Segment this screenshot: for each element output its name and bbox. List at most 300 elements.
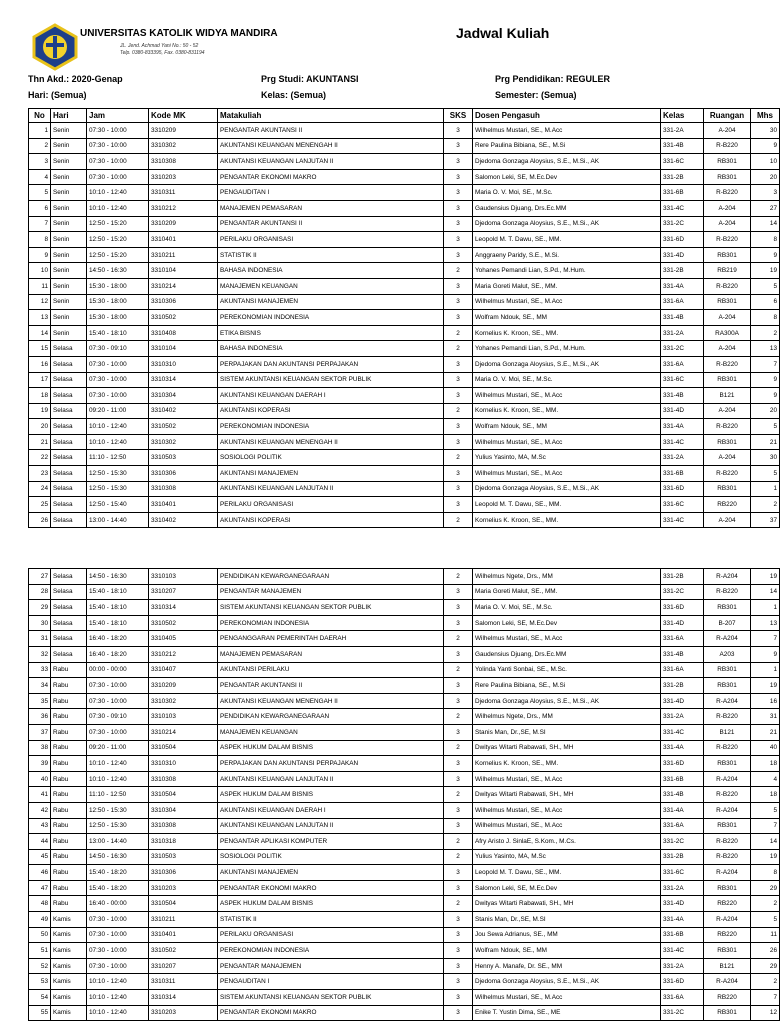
cell-no: 49: [29, 912, 51, 928]
cell-dosen: Henny A. Manafe, Dr. SE., MM: [473, 958, 661, 974]
cell-ruangan: RB301: [704, 662, 751, 678]
cell-kode-mk: 3310308: [149, 818, 218, 834]
university-address: [120, 43, 205, 57]
cell-mhs: 5: [751, 912, 780, 928]
cell-matakuliah: PENGANGGARAN PEMERINTAH DAERAH: [218, 631, 444, 647]
cell-matakuliah: PENGANTAR EKONOMI MAKRO: [218, 169, 444, 185]
cell-kode-mk: 3310402: [149, 512, 218, 528]
cell-dosen: Maria O. V. Moi, SE., M.Sc.: [473, 185, 661, 201]
table-row: [29, 600, 780, 616]
cell-ruangan: RB301: [704, 154, 751, 170]
cell-matakuliah: ASPEK HUKUM DALAM BISNIS: [218, 896, 444, 912]
table-row: [29, 896, 780, 912]
cell-dosen: Salomon Leki, SE, M.Ec.Dev: [473, 880, 661, 896]
cell-dosen: Enike T. Yustin Dima, SE., ME: [473, 1005, 661, 1021]
cell-kode-mk: 3310308: [149, 154, 218, 170]
cell-dosen: Wilhelmus Mustari, SE., M.Acc: [473, 771, 661, 787]
cell-hari: Rabu: [51, 709, 87, 725]
table-row: [29, 232, 780, 248]
cell-hari: Senin: [51, 294, 87, 310]
table-row: [29, 631, 780, 647]
cell-ruangan: R-A204: [704, 771, 751, 787]
cell-jam: 07:30 - 10:00: [87, 372, 149, 388]
cell-no: 51: [29, 943, 51, 959]
cell-dosen: Leopold M. T. Dawu, SE., MM.: [473, 497, 661, 513]
cell-kelas: 331-6D: [661, 600, 704, 616]
cell-kode-mk: 3310214: [149, 724, 218, 740]
cell-kode-mk: 3310504: [149, 787, 218, 803]
cell-ruangan: R-B220: [704, 584, 751, 600]
cell-hari: Senin: [51, 263, 87, 279]
cell-sks: 2: [444, 896, 473, 912]
schedule-table-page-1: [28, 108, 780, 528]
cell-matakuliah: PENGAUDITAN I: [218, 974, 444, 990]
column-header-jam: Jam: [87, 109, 149, 123]
cell-sks: 3: [444, 278, 473, 294]
cell-hari: Rabu: [51, 880, 87, 896]
cell-mhs: 7: [751, 631, 780, 647]
table-row: [29, 678, 780, 694]
cell-hari: Kamis: [51, 927, 87, 943]
cell-jam: 15:40 - 18:10: [87, 600, 149, 616]
table-row: [29, 497, 780, 513]
cell-hari: Kamis: [51, 990, 87, 1006]
cell-kode-mk: 3310306: [149, 865, 218, 881]
cell-matakuliah: SISTEM AKUNTANSI KEUANGAN SEKTOR PUBLIK: [218, 372, 444, 388]
cell-no: 8: [29, 232, 51, 248]
cell-no: 30: [29, 615, 51, 631]
cell-jam: 12:50 - 15:20: [87, 247, 149, 263]
table-row: [29, 216, 780, 232]
cell-dosen: Wilhelmus Mustari, SE., M.Acc: [473, 388, 661, 404]
cell-kelas: 331-4D: [661, 403, 704, 419]
cell-matakuliah: PENGANTAR AKUNTANSI II: [218, 123, 444, 139]
cell-hari: Senin: [51, 138, 87, 154]
cell-matakuliah: PEREKONOMIAN INDONESIA: [218, 310, 444, 326]
table-row: [29, 849, 780, 865]
column-header-kelas: Kelas: [661, 109, 704, 123]
cell-matakuliah: AKUNTANSI KEUANGAN DAERAH I: [218, 802, 444, 818]
cell-ruangan: R-A204: [704, 865, 751, 881]
cell-mhs: 21: [751, 724, 780, 740]
cell-mhs: 5: [751, 278, 780, 294]
cell-no: 26: [29, 512, 51, 528]
cell-ruangan: R-A204: [704, 912, 751, 928]
cell-sks: 3: [444, 169, 473, 185]
cell-no: 19: [29, 403, 51, 419]
column-header-kode-mk: Kode MK: [149, 109, 218, 123]
cell-no: 14: [29, 325, 51, 341]
cell-hari: Selasa: [51, 615, 87, 631]
cell-kelas: 331-2C: [661, 341, 704, 357]
cell-kode-mk: 3310214: [149, 278, 218, 294]
cell-hari: Selasa: [51, 434, 87, 450]
cell-kelas: 331-4B: [661, 138, 704, 154]
cell-dosen: Wolfram Ndouk, SE., MM: [473, 943, 661, 959]
cell-hari: Selasa: [51, 388, 87, 404]
cell-jam: 07:30 - 10:00: [87, 356, 149, 372]
cell-ruangan: R-B220: [704, 278, 751, 294]
cell-mhs: 18: [751, 787, 780, 803]
cell-sks: 2: [444, 569, 473, 585]
cell-ruangan: R-B220: [704, 787, 751, 803]
cell-sks: 3: [444, 646, 473, 662]
cell-kelas: 331-4D: [661, 896, 704, 912]
cell-sks: 3: [444, 600, 473, 616]
cell-kode-mk: 3310308: [149, 771, 218, 787]
cell-jam: 07:30 - 10:00: [87, 123, 149, 139]
cell-matakuliah: AKUNTANSI KEUANGAN LANJUTAN II: [218, 154, 444, 170]
cell-ruangan: RB301: [704, 294, 751, 310]
cell-mhs: 16: [751, 693, 780, 709]
cell-hari: Selasa: [51, 497, 87, 513]
class-filter: Kelas: (Semua): [261, 90, 327, 100]
cell-no: 54: [29, 990, 51, 1006]
cell-ruangan: R-B220: [704, 232, 751, 248]
table-row: [29, 356, 780, 372]
cell-kelas: 331-2A: [661, 958, 704, 974]
table-row: [29, 278, 780, 294]
table-row: [29, 341, 780, 357]
table-row: [29, 693, 780, 709]
cell-kelas: 331-2B: [661, 569, 704, 585]
cell-mhs: 8: [751, 310, 780, 326]
table-row: [29, 294, 780, 310]
cell-no: 46: [29, 865, 51, 881]
cell-dosen: Djedoma Gonzaga Aloysius, S.E., M.Si., AK: [473, 154, 661, 170]
cell-mhs: 31: [751, 709, 780, 725]
cell-sks: 2: [444, 631, 473, 647]
cell-jam: 11:10 - 12:50: [87, 450, 149, 466]
cell-ruangan: RB219: [704, 263, 751, 279]
cell-ruangan: A-204: [704, 216, 751, 232]
cell-no: 17: [29, 372, 51, 388]
cell-hari: Selasa: [51, 341, 87, 357]
cell-hari: Rabu: [51, 787, 87, 803]
table-row: [29, 724, 780, 740]
table-row: [29, 372, 780, 388]
cell-kelas: 331-4C: [661, 200, 704, 216]
cell-hari: Senin: [51, 169, 87, 185]
cell-jam: 07:30 - 10:00: [87, 958, 149, 974]
cell-mhs: 9: [751, 388, 780, 404]
cell-matakuliah: AKUNTANSI KEUANGAN MENENGAH II: [218, 138, 444, 154]
cell-dosen: Rere Paulina Bibiana, SE., M.Si: [473, 138, 661, 154]
cell-dosen: Wilhelmus Ngete, Drs., MM: [473, 569, 661, 585]
cell-hari: Kamis: [51, 974, 87, 990]
cell-jam: 15:40 - 18:20: [87, 880, 149, 896]
cell-mhs: 9: [751, 372, 780, 388]
cell-matakuliah: PENGANTAR MANAJEMEN: [218, 584, 444, 600]
cell-jam: 15:40 - 18:20: [87, 865, 149, 881]
cell-jam: 12:50 - 15:30: [87, 481, 149, 497]
cell-kelas: 331-4C: [661, 943, 704, 959]
cell-dosen: Gaudensius Djuang, Drs.Ec.MM: [473, 200, 661, 216]
cell-mhs: 27: [751, 200, 780, 216]
academic-year: Thn Akd.: 2020-Genap: [28, 74, 123, 84]
table-row: [29, 912, 780, 928]
table-row: [29, 787, 780, 803]
cell-ruangan: R-A204: [704, 802, 751, 818]
cell-jam: 07:30 - 10:00: [87, 724, 149, 740]
cell-jam: 12:50 - 15:30: [87, 466, 149, 482]
cell-kelas: 331-6D: [661, 756, 704, 772]
cell-hari: Rabu: [51, 818, 87, 834]
cell-hari: Kamis: [51, 912, 87, 928]
cell-matakuliah: AKUNTANSI KEUANGAN MENENGAH II: [218, 434, 444, 450]
cell-hari: Selasa: [51, 356, 87, 372]
cell-sks: 3: [444, 802, 473, 818]
cell-mhs: 13: [751, 615, 780, 631]
cell-matakuliah: ASPEK HUKUM DALAM BISNIS: [218, 787, 444, 803]
cell-ruangan: RB301: [704, 678, 751, 694]
cell-ruangan: RB301: [704, 372, 751, 388]
cell-dosen: Yohanes Pemandi Lian, S.Pd., M.Hum.: [473, 263, 661, 279]
cell-kode-mk: 3310302: [149, 434, 218, 450]
cell-kelas: 331-2C: [661, 1005, 704, 1021]
table-row: [29, 569, 780, 585]
cell-matakuliah: AKUNTANSI KOPERASI: [218, 512, 444, 528]
cell-kelas: 331-6B: [661, 185, 704, 201]
cell-sks: 3: [444, 693, 473, 709]
cell-jam: 07:30 - 10:00: [87, 912, 149, 928]
cell-dosen: Yolinda Yanti Sonbai, SE., M.Sc.: [473, 662, 661, 678]
cell-no: 28: [29, 584, 51, 600]
cell-kode-mk: 3310209: [149, 123, 218, 139]
cell-matakuliah: AKUNTANSI MANAJEMEN: [218, 466, 444, 482]
cell-kelas: 331-4D: [661, 247, 704, 263]
cell-hari: Selasa: [51, 419, 87, 435]
cell-ruangan: RB301: [704, 756, 751, 772]
cell-ruangan: B121: [704, 724, 751, 740]
cell-kode-mk: 3310203: [149, 1005, 218, 1021]
cell-no: 23: [29, 466, 51, 482]
cell-matakuliah: PERILAKU ORGANISASI: [218, 927, 444, 943]
table-row: [29, 263, 780, 279]
cell-jam: 12:50 - 15:40: [87, 497, 149, 513]
cell-kelas: 331-6C: [661, 372, 704, 388]
education-program: Prg Pendidikan: REGULER: [495, 74, 611, 84]
cell-hari: Senin: [51, 310, 87, 326]
cell-mhs: 30: [751, 450, 780, 466]
cell-mhs: 5: [751, 802, 780, 818]
cell-kode-mk: 3310311: [149, 185, 218, 201]
cell-hari: Senin: [51, 200, 87, 216]
cell-no: 22: [29, 450, 51, 466]
cell-jam: 10:10 - 12:40: [87, 419, 149, 435]
cell-kelas: 331-6B: [661, 927, 704, 943]
cell-matakuliah: AKUNTANSI KEUANGAN DAERAH I: [218, 388, 444, 404]
cell-mhs: 19: [751, 569, 780, 585]
cell-jam: 10:10 - 12:40: [87, 771, 149, 787]
cell-ruangan: RB301: [704, 943, 751, 959]
table-row: [29, 615, 780, 631]
cell-dosen: Wilhelmus Ngete, Drs., MM: [473, 709, 661, 725]
cell-hari: Rabu: [51, 834, 87, 850]
cell-dosen: Anggraeny Paridy, S.E., M.Si.: [473, 247, 661, 263]
cell-jam: 07:30 - 09:10: [87, 709, 149, 725]
cell-no: 4: [29, 169, 51, 185]
cell-jam: 16:40 - 18:20: [87, 646, 149, 662]
cell-kelas: 331-4A: [661, 419, 704, 435]
cell-sks: 3: [444, 818, 473, 834]
cell-sks: 3: [444, 200, 473, 216]
cell-jam: 07:30 - 10:00: [87, 388, 149, 404]
cell-hari: Senin: [51, 154, 87, 170]
cell-mhs: 9: [751, 247, 780, 263]
cell-dosen: Salomon Leki, SE, M.Ec.Dev: [473, 615, 661, 631]
cell-kode-mk: 3310314: [149, 372, 218, 388]
cell-mhs: 6: [751, 294, 780, 310]
cell-kode-mk: 3310402: [149, 403, 218, 419]
cell-mhs: 9: [751, 138, 780, 154]
cell-jam: 07:30 - 10:00: [87, 927, 149, 943]
cell-kode-mk: 3310504: [149, 740, 218, 756]
column-header-dosen: Dosen Pengasuh: [473, 109, 661, 123]
cell-no: 29: [29, 600, 51, 616]
table-row: [29, 990, 780, 1006]
cell-no: 43: [29, 818, 51, 834]
cell-dosen: Wolfram Ndouk, SE., MM: [473, 419, 661, 435]
cell-jam: 15:40 - 18:10: [87, 615, 149, 631]
cell-dosen: Djedoma Gonzaga Aloysius, S.E., M.Si., AK: [473, 356, 661, 372]
cell-jam: 14:50 - 16:30: [87, 569, 149, 585]
page-title: Jadwal Kuliah: [456, 25, 550, 41]
cell-dosen: Djedoma Gonzaga Aloysius, S.E., M.Si., AK: [473, 693, 661, 709]
cell-hari: Rabu: [51, 896, 87, 912]
table-row: [29, 880, 780, 896]
cell-hari: Kamis: [51, 943, 87, 959]
cell-no: 38: [29, 740, 51, 756]
cell-jam: 10:10 - 12:40: [87, 756, 149, 772]
cell-matakuliah: AKUNTANSI KEUANGAN MENENGAH II: [218, 693, 444, 709]
table-row: [29, 865, 780, 881]
cell-kode-mk: 3310310: [149, 356, 218, 372]
table-row: [29, 200, 780, 216]
table-row: [29, 154, 780, 170]
cell-kode-mk: 3310502: [149, 310, 218, 326]
cell-sks: 2: [444, 341, 473, 357]
table-row: [29, 403, 780, 419]
cell-jam: 13:00 - 14:40: [87, 834, 149, 850]
cell-sks: 3: [444, 154, 473, 170]
cell-mhs: 12: [751, 1005, 780, 1021]
cell-ruangan: R-B220: [704, 709, 751, 725]
cell-matakuliah: PEREKONOMIAN INDONESIA: [218, 615, 444, 631]
cell-matakuliah: PENGANTAR AKUNTANSI II: [218, 678, 444, 694]
cell-no: 25: [29, 497, 51, 513]
cell-jam: 07:30 - 10:00: [87, 678, 149, 694]
cell-no: 40: [29, 771, 51, 787]
cell-kelas: 331-4B: [661, 388, 704, 404]
cell-mhs: 1: [751, 600, 780, 616]
cell-matakuliah: AKUNTANSI PERILAKU: [218, 662, 444, 678]
cell-kode-mk: 3310207: [149, 958, 218, 974]
cell-kelas: 331-4C: [661, 724, 704, 740]
cell-dosen: Maria Goreti Malut, SE., MM.: [473, 278, 661, 294]
cell-sks: 3: [444, 497, 473, 513]
cell-no: 34: [29, 678, 51, 694]
cell-kelas: 331-2B: [661, 678, 704, 694]
cell-matakuliah: SISTEM AKUNTANSI KEUANGAN SEKTOR PUBLIK: [218, 600, 444, 616]
cell-kode-mk: 3310211: [149, 912, 218, 928]
cell-mhs: 1: [751, 662, 780, 678]
cell-kode-mk: 3310407: [149, 662, 218, 678]
cell-matakuliah: AKUNTANSI KEUANGAN LANJUTAN II: [218, 818, 444, 834]
cell-dosen: Wilhelmus Mustari, SE., M.Acc: [473, 990, 661, 1006]
cell-kelas: 331-2B: [661, 169, 704, 185]
cell-ruangan: B-207: [704, 615, 751, 631]
cell-sks: 3: [444, 584, 473, 600]
cell-jam: 07:30 - 10:00: [87, 693, 149, 709]
cell-hari: Rabu: [51, 865, 87, 881]
cell-dosen: Wilhelmus Mustari, SE., M.Acc: [473, 466, 661, 482]
cell-ruangan: B121: [704, 958, 751, 974]
cell-mhs: 26: [751, 943, 780, 959]
cell-matakuliah: PENGANTAR APLIKASI KOMPUTER: [218, 834, 444, 850]
cell-no: 9: [29, 247, 51, 263]
cell-no: 52: [29, 958, 51, 974]
cell-no: 35: [29, 693, 51, 709]
cell-kode-mk: 3310104: [149, 341, 218, 357]
cell-mhs: 14: [751, 834, 780, 850]
cell-kelas: 331-4A: [661, 802, 704, 818]
cell-kelas: 331-2A: [661, 880, 704, 896]
cell-dosen: Kornelius K. Kroon, SE., MM.: [473, 756, 661, 772]
cell-kelas: 331-2A: [661, 325, 704, 341]
cell-ruangan: R-B220: [704, 466, 751, 482]
cell-matakuliah: STATISTIK II: [218, 247, 444, 263]
cell-matakuliah: PENDIDIKAN KEWARGANEGARAAN: [218, 569, 444, 585]
column-header-ruangan: Ruangan: [704, 109, 751, 123]
cell-no: 10: [29, 263, 51, 279]
cell-sks: 3: [444, 294, 473, 310]
cell-hari: Senin: [51, 247, 87, 263]
cell-dosen: Leopold M. T. Dawu, SE., MM.: [473, 232, 661, 248]
cell-sks: 3: [444, 216, 473, 232]
cell-matakuliah: PENGANTAR MANAJEMEN: [218, 958, 444, 974]
cell-matakuliah: AKUNTANSI MANAJEMEN: [218, 865, 444, 881]
cell-kelas: 331-6C: [661, 497, 704, 513]
cell-kode-mk: 3310502: [149, 419, 218, 435]
cell-kelas: 331-2A: [661, 450, 704, 466]
cell-sks: 2: [444, 512, 473, 528]
cell-dosen: Yulius Yasinto, MA, M.Sc: [473, 849, 661, 865]
cell-matakuliah: PEREKONOMIAN INDONESIA: [218, 419, 444, 435]
table-row: [29, 450, 780, 466]
cell-matakuliah: ETIKA BISNIS: [218, 325, 444, 341]
cell-matakuliah: PENGAUDITAN I: [218, 185, 444, 201]
table-row: [29, 388, 780, 404]
cell-kode-mk: 3310502: [149, 943, 218, 959]
cell-hari: Rabu: [51, 771, 87, 787]
cell-jam: 15:40 - 18:10: [87, 584, 149, 600]
cell-ruangan: R-A204: [704, 974, 751, 990]
cell-ruangan: R-B220: [704, 138, 751, 154]
cell-ruangan: A-204: [704, 512, 751, 528]
cell-sks: 3: [444, 1005, 473, 1021]
cell-no: 24: [29, 481, 51, 497]
semester-filter: Semester: (Semua): [495, 90, 577, 100]
cell-matakuliah: AKUNTANSI KEUANGAN LANJUTAN II: [218, 481, 444, 497]
cell-kelas: 331-6A: [661, 662, 704, 678]
table-row: [29, 662, 780, 678]
cell-sks: 3: [444, 310, 473, 326]
day-filter: Hari: (Semua): [28, 90, 87, 100]
cell-no: 39: [29, 756, 51, 772]
cell-jam: 07:30 - 10:00: [87, 169, 149, 185]
cell-no: 41: [29, 787, 51, 803]
